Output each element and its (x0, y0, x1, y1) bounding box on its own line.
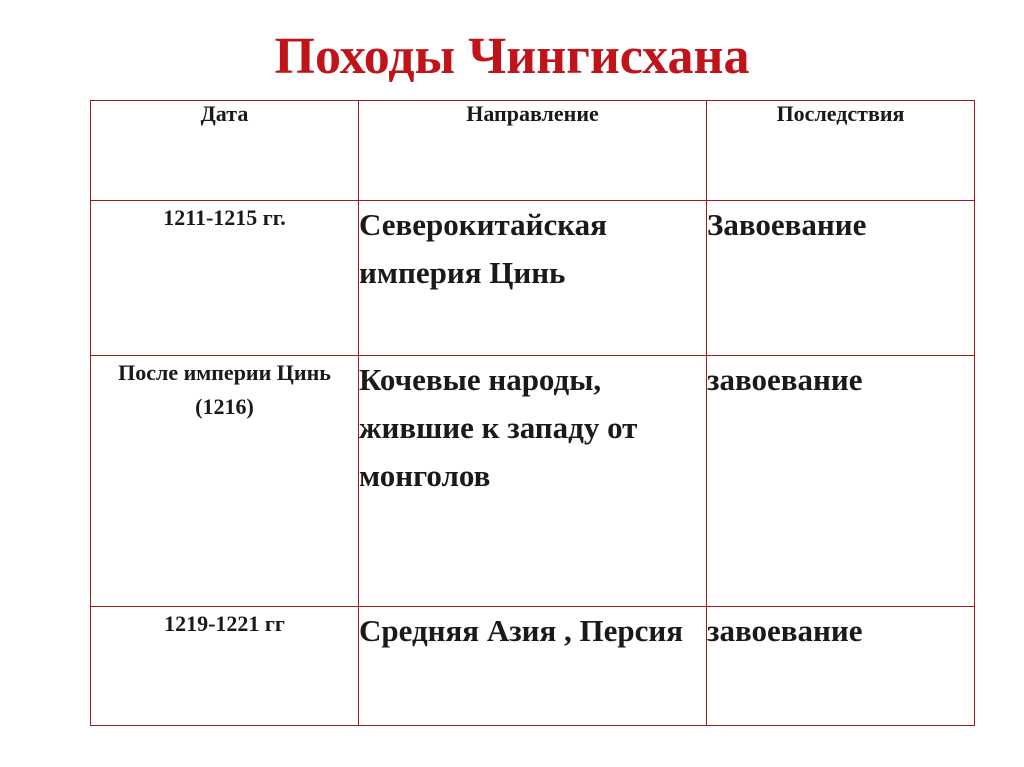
slide-title: Походы Чингисхана (274, 28, 750, 85)
table-header-row (91, 101, 975, 201)
date-cell: После империи Цинь (1216) (91, 356, 359, 607)
direction-cell: Северокитайская империя Цинь (359, 201, 707, 356)
date-cell: 1211-1215 гг. (91, 201, 359, 356)
consequences-cell: Завоевание (707, 201, 975, 356)
table-row (91, 607, 975, 726)
consequences-cell: завоевание (707, 607, 975, 726)
table-row (91, 356, 975, 607)
direction-cell: Кочевые народы, жившие к западу от монголов (359, 356, 707, 607)
header-consequences: Последствия (707, 101, 975, 201)
table-row (91, 201, 975, 356)
date-cell: 1219-1221 гг (91, 607, 359, 726)
header-date: Дата (91, 101, 359, 201)
header-direction: Направление (359, 101, 707, 201)
consequences-cell: завоевание (707, 356, 975, 607)
direction-cell: Средняя Азия , Персия (359, 607, 707, 726)
campaigns-table (90, 100, 975, 726)
